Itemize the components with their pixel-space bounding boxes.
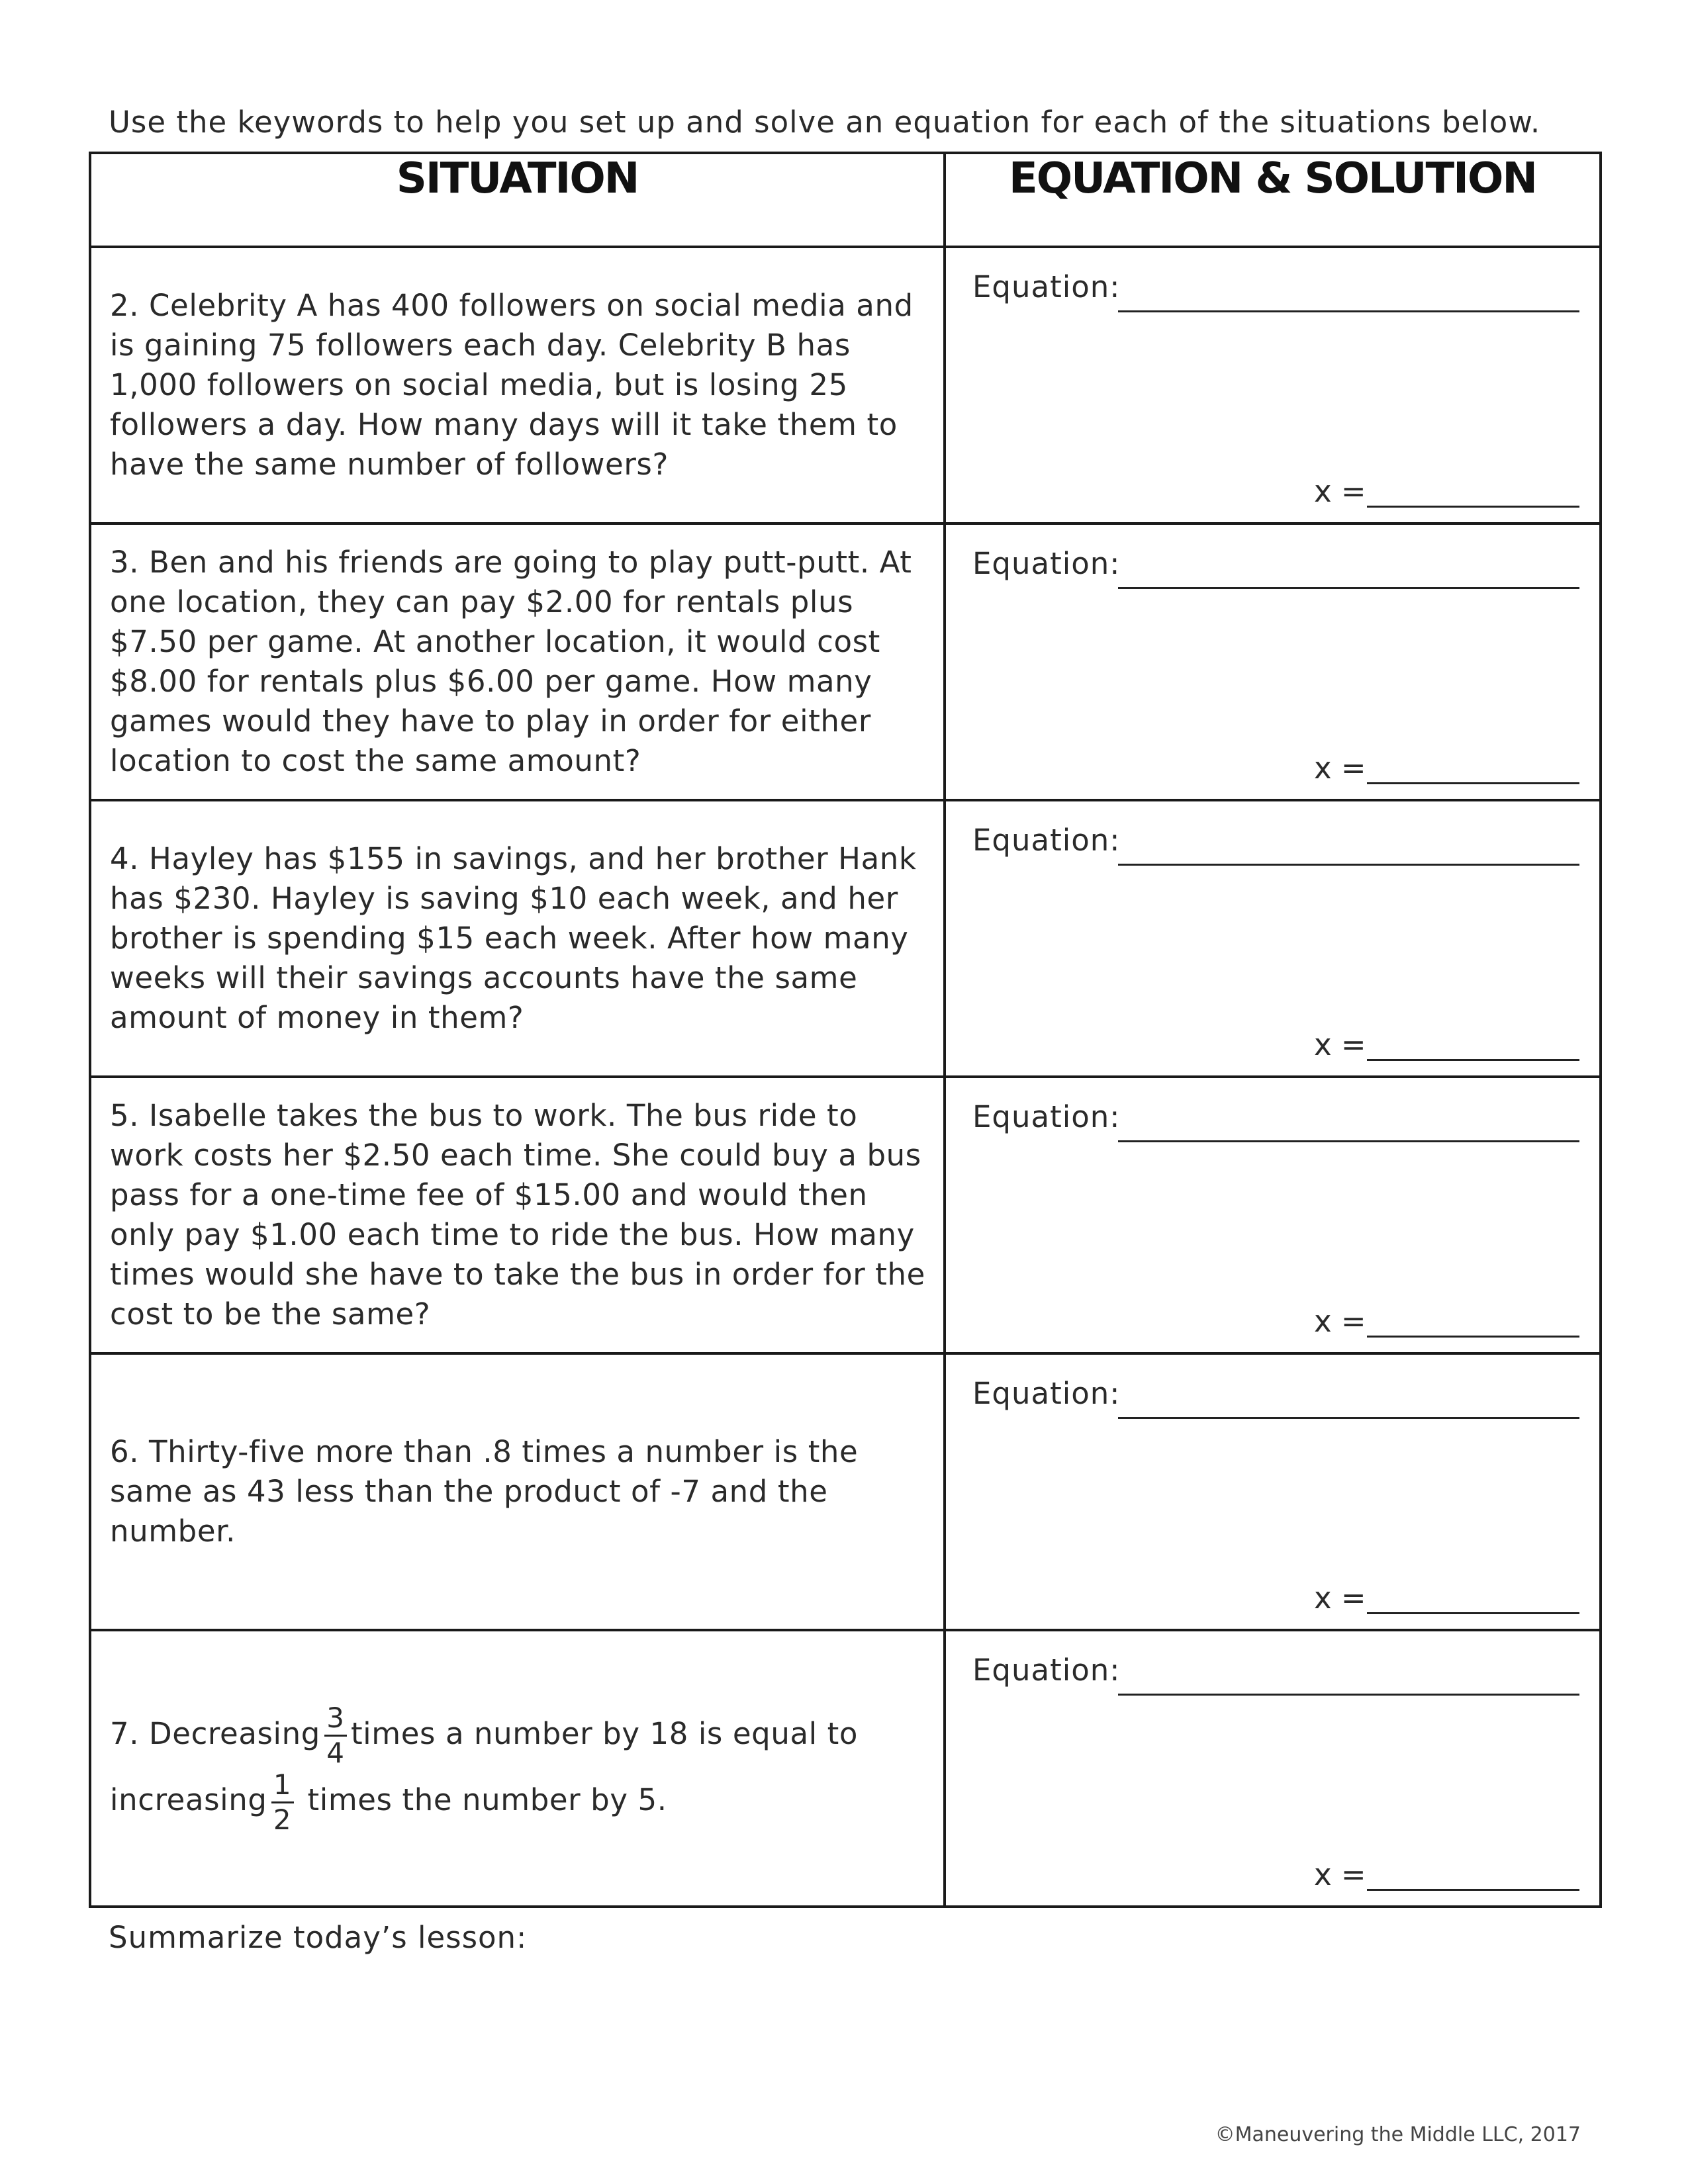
table-row xyxy=(90,1353,1601,1630)
table-row xyxy=(90,1077,1601,1353)
answer-cell xyxy=(945,247,1601,523)
table-row xyxy=(90,800,1601,1077)
equation-blank[interactable] xyxy=(1118,1140,1579,1142)
answer-cell xyxy=(945,1630,1601,1907)
solution-blank[interactable] xyxy=(1367,1059,1579,1061)
solution-label: x = xyxy=(1314,474,1366,509)
equation-blank[interactable] xyxy=(1118,1694,1579,1696)
solution-label: x = xyxy=(1314,1027,1366,1062)
worksheet-table xyxy=(89,152,1602,1908)
answer-cell xyxy=(945,1353,1601,1630)
problem7-part2: times a number by 18 is equal to xyxy=(350,1715,859,1751)
situation-cell xyxy=(90,523,945,800)
equation-blank[interactable] xyxy=(1118,864,1579,866)
fraction-one-half xyxy=(271,1770,294,1835)
situation-cell xyxy=(90,247,945,523)
answer-cell xyxy=(945,800,1601,1077)
solution-blank[interactable] xyxy=(1367,782,1579,784)
instructions: Use the keywords to help you set up and solve an equation for each of the situations below. xyxy=(109,105,1541,140)
table-row xyxy=(90,523,1601,800)
equation-blank[interactable] xyxy=(1118,310,1579,312)
solution-label: x = xyxy=(1314,1580,1366,1615)
equation-label: Equation: xyxy=(972,1376,1121,1411)
solution-blank[interactable] xyxy=(1367,1612,1579,1614)
situation-text xyxy=(110,1702,858,1835)
fraction-denominator: 4 xyxy=(326,1737,345,1769)
problem7-part1: 7. Decreasing xyxy=(110,1715,320,1751)
equation-label: Equation: xyxy=(972,546,1121,581)
situation-text: 4. Hayley has $155 in savings, and her brother Hank has $230. Hayley is saving $10 each week, and her brother is spending $15 each week. After how many weeks will their savings accounts have the same amount of money in them? xyxy=(110,841,917,1035)
answer-cell xyxy=(945,1077,1601,1353)
solution-blank[interactable] xyxy=(1367,1336,1579,1338)
situation-text: 5. Isabelle takes the bus to work. The bus ride to work costs her $2.50 each time. She could buy a bus pass for a one-time fee of $15.00 and would then only pay $1.00 each time to ride the bus. How many times would she have to take the bus in order for the cost to be the same? xyxy=(110,1098,925,1332)
summary-prompt: Summarize today’s lesson: xyxy=(109,1920,528,1955)
situation-cell xyxy=(90,1353,945,1630)
equation-label: Equation: xyxy=(972,1653,1121,1688)
table-row xyxy=(90,1630,1601,1907)
header-equation-solution: EQUATION & SOLUTION xyxy=(945,153,1601,247)
answer-cell xyxy=(945,523,1601,800)
equation-label: Equation: xyxy=(972,1099,1121,1134)
equation-blank[interactable] xyxy=(1118,1417,1579,1419)
solution-blank[interactable] xyxy=(1367,506,1579,508)
solution-blank[interactable] xyxy=(1367,1889,1579,1891)
situation-text: 3. Ben and his friends are going to play putt-putt. At one location, they can pay $2.00 for rentals plus $7.50 per game. At another location, it would cost $8.00 for rentals plus $6.00 per game. How many games would they have to play in order for either location to cost the same amount? xyxy=(110,545,912,778)
problem7-part3: increasing xyxy=(110,1782,267,1817)
fraction-numerator: 3 xyxy=(326,1702,345,1734)
problem7-part4: times the number by 5. xyxy=(307,1782,667,1817)
fraction-numerator: 1 xyxy=(273,1768,292,1801)
equation-blank[interactable] xyxy=(1118,587,1579,589)
table-row xyxy=(90,247,1601,523)
situation-text: 2. Celebrity A has 400 followers on social media and is gaining 75 followers each day. Celebrity B has 1,000 followers on social media, but is losing 25 followers a day. How many days will it take them to have the same number of followers? xyxy=(110,288,914,482)
copyright: ©Maneuvering the Middle LLC, 2017 xyxy=(1215,2123,1581,2146)
fraction-three-fourths xyxy=(324,1703,347,1768)
table-header-row xyxy=(90,153,1601,247)
situation-cell xyxy=(90,1630,945,1907)
header-situation: SITUATION xyxy=(90,153,945,247)
equation-label: Equation: xyxy=(972,823,1121,858)
fraction-denominator: 2 xyxy=(273,1803,292,1836)
situation-cell xyxy=(90,800,945,1077)
solution-label: x = xyxy=(1314,751,1366,786)
situation-cell xyxy=(90,1077,945,1353)
equation-label: Equation: xyxy=(972,269,1121,304)
solution-label: x = xyxy=(1314,1304,1366,1339)
situation-text: 6. Thirty-five more than .8 times a number is the same as 43 less than the product of -7 and the number. xyxy=(110,1434,859,1549)
solution-label: x = xyxy=(1314,1857,1366,1892)
